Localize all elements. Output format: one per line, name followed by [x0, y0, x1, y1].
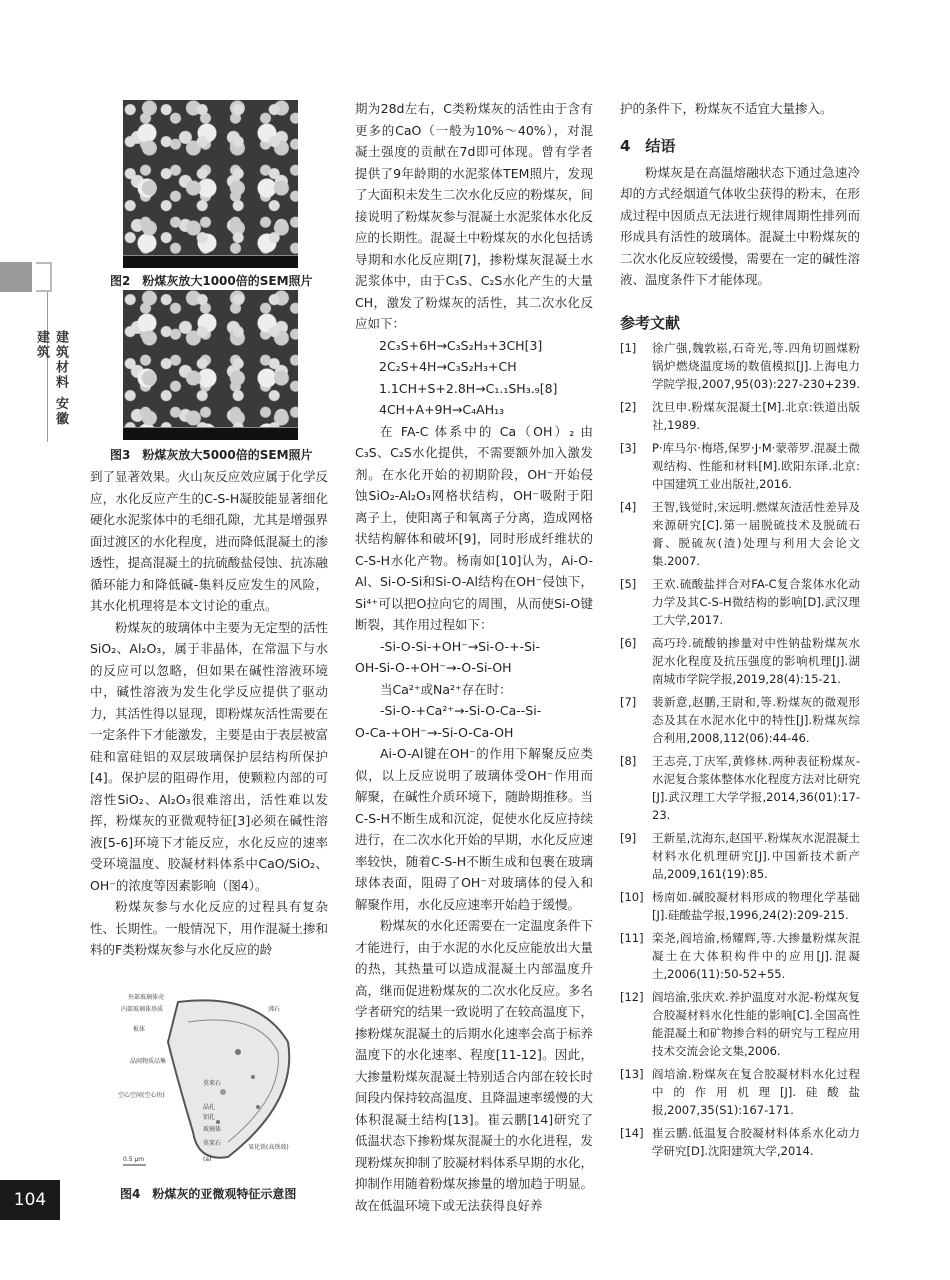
diagram-label: 内部玻璃体基质 [121, 1006, 164, 1013]
fly-ash-diagram [118, 982, 303, 1172]
sem-image-5000x [123, 290, 298, 440]
reference-item: [9] 王新星,沈海东,赵国平.粉煤灰水泥混凝土材料水化机理研究[J].中国新技术新产品,2009,161(19):85. [620, 830, 860, 881]
diagram-label: 玻璃体 [203, 1126, 222, 1133]
column-1 [90, 466, 328, 961]
reference-item: [12] 阎培渝,张庆欢.养护温度对水泥-粉煤灰复合胶凝材料水化性能的影响[C].全国高性能混凝土和矿物掺合料的研究与工程应用技术交流会论文集,2006. [620, 989, 860, 1058]
reference-list [620, 339, 860, 1160]
fig3-caption: 图3 粉煤灰放大5000倍的SEM照片 [110, 448, 313, 462]
reference-item: [14] 崔云鹏.低温复合胶凝材料体系水化动力学研究[D].沈阳建筑大学,2014. [620, 1125, 860, 1158]
reference-item: [3] P·库马尔·梅塔,保罗·J·M·蒙蒂罗.混凝土微观结构、性能和材料[M].欧阳东译.北京:中国建筑工业出版社,2016. [620, 440, 860, 491]
reference-item: [13] 阎培渝.粉煤灰在复合胶凝材料水化过程中的作用机理[J].硅酸盐报,2007,35(S1):167-171. [620, 1066, 860, 1117]
reference-item: [1] 徐广强,魏敦崧,石奇光,等.四角切圆煤粉锅炉燃烧温度场的数值模拟[J].上海电力学院学报,2007,95(03):227-230+239. [620, 340, 860, 391]
fig2-caption: 图2 粉煤灰放大1000倍的SEM照片 [110, 274, 313, 288]
diagram-label: 空心空间(空心块) [118, 1092, 165, 1099]
reference-item: [10] 杨南如.碱胶凝材料形成的物理化学基础[J].硅酸盐学报,1996,24(2):209-215. [620, 889, 860, 922]
equation: -Si-O-+Ca²⁺→-Si-O-Ca--Si- [380, 703, 542, 718]
section-mark [0, 262, 32, 292]
equation: OH-Si-O-+OH⁻→-O-Si-OH [355, 660, 512, 675]
reference-item: [8] 王志亮,丁庆军,黄修林.两种表征粉煤灰-水泥复合浆体整体水化程度方法对比研究[J].武汉理工大学学报,2014,36(01):17-23. [620, 753, 860, 822]
paragraph: 粉煤灰的水化还需要在一定温度条件下才能进行，由于水泥的水化反应能放出大量的热，其热量可以造成混凝土内部温度升高，继而促进粉煤灰的二次水化反应。多名学者研究的结果一致说明了在较高温度下，掺粉煤灰混凝土的后期水化速率会高于标养温度下的水化速率、程度[11-12]。因此，大掺量粉煤灰混凝土特别适合内部在较长时间段内保持较高温度、且降温速率缓慢的大体积混凝土结构[13]。崔云鹏[14]研究了低温状态下掺粉煤灰混凝土的水化进程，发现粉煤灰抑制了胶凝材料体系早期的水化，抑制作用随着粉煤灰掺量的增加趋于明显。故在低温环境下或无法获得良好养 [355, 918, 593, 1213]
column-3 [620, 98, 860, 1165]
paragraph: Ai-O-Al键在OH⁻的作用下解聚反应类似，以上反应说明了玻璃体受OH⁻作用而解聚，在碱性介质环境下，随龄期推移。当C-S-H不断生成和沉淀，促使水化反应持续进行，在二次水化开始的早期，水化反应速率较快，随着C-S-H不断生成和包裹在玻璃球体表面，阻碍了OH⁻对玻璃体的侵入和解聚作用，水化反应速率开始趋于缓慢。 [355, 746, 593, 912]
paragraph: 粉煤灰是在高温熔融状态下通过急速冷却的方式经烟道气体收尘获得的粉末，在形成过程中因质点无法进行规律周期性排列而形成具有活性的玻璃体。混凝土中粉煤灰的二次水化反应较缓慢，需要在一定的碱性溶液、温度条件下才能体现。 [620, 164, 860, 287]
section-heading: 4 结语 [620, 136, 676, 155]
journal-section-label: 建筑材料 安徽建筑 [34, 330, 68, 427]
diagram-label: 板体 [133, 1026, 146, 1033]
sem-image-1000x [123, 100, 298, 268]
equation: O-Ca-+OH⁻→-Si-O-Ca-OH [355, 724, 514, 740]
paragraph: 期为28d左右，C类粉煤灰的活性由于含有更多的CaO（一般为10%～40%），对混凝土强度的贡献在7d即可体现。曾有学者提供了9年龄期的水泥浆体TEM照片，发现了大面积未发生二次水化反应的粉煤灰，间接说明了粉煤灰参与混凝土水泥浆体水化反应的长期性。混凝土中粉煤灰的水化包括诱导期和水化反应期[7]，掺粉煤灰混凝土水泥浆体中，由于C₃S、C₂S水化产生的大量CH，激发了粉煤灰的活性，其二次水化反应如下： [355, 101, 593, 331]
equation: 1.1CH+S+2.8H→C₁.₁SH₃.₉[8] [379, 380, 558, 396]
reference-item: [6] 高巧玲.硫酸钠掺量对中性钠盐粉煤灰水泥水化程度及抗压强度的影响机理[J].湖南城市学院学报,2019,28(4):15-21. [620, 635, 860, 686]
paragraph: 在 FA-C 体系中的 Ca（OH）₂ 由C₃S、C₂S水化提供，不需要额外加入激发剂。在水化开始的初期阶段，OH⁻开始侵蚀SiO₂-Al₂O₃网格状结构，OH⁻吸附于阳离子上，使阳离子和氧离子分离，造成网格状结构解体和破坏[9]，同时形成纤维状的C-S-H水化产物。杨南如[10]认为，Ai-O-Al、Si-O-Si和Si-O-Al结构在OH⁻侵蚀下，Si⁴⁺可以把O拉向它的周围，从而使Si-O键断裂，其作用过程如下： [355, 423, 593, 632]
column-2 [355, 98, 593, 1216]
reference-item: [11] 栾尧,阎培渝,杨耀辉,等.大掺量粉煤灰混凝土在大体积构件中的应用[J].混凝土,2006(11):50-52+55. [620, 930, 860, 981]
diagram-label: 莫来石 [203, 1080, 222, 1087]
equation: 2C₃S+6H→C₃S₂H₃+3CH[3] [379, 337, 543, 353]
diagram-labels [118, 982, 303, 1172]
fig4-caption: 图4 粉煤灰的亚微观特征示意图 [120, 1187, 297, 1201]
equation: 4CH+A+9H→C₄AH₁₃ [379, 402, 505, 417]
diagram-label: 0.5 μm [123, 1156, 145, 1163]
diagram-label: 晶间物质品集 [130, 1058, 167, 1065]
reference-item: [2] 沈旦申.粉煤灰混凝土[M].北京:铁道出版社,1989. [620, 399, 860, 432]
diagram-label: 氧化铁(高铁玻) [248, 1144, 289, 1151]
diagram-label: 晶孔 [203, 1104, 216, 1111]
paragraph: 到了显著效果。火山灰反应效应属于化学反应，水化反应产生的C-S-H凝胶能显著细化硬化水泥浆体中的毛细孔隙，尤其是增强界面过渡区的水化程度，进而降低混凝土的渗透性，提高混凝土的抗硫酸盐侵蚀、抗冻融循环能力和降低碱-集料反应发生的风险，其水化机理将是本文讨论的重点。 [90, 469, 328, 613]
equation: 2C₂S+4H→C₃S₂H₃+CH [379, 359, 517, 374]
paragraph: 当Ca²⁺或Na²⁺存在时： [380, 681, 512, 697]
diagram-label: 铝孔 [203, 1114, 216, 1121]
equation: -Si-O-Si-+OH⁻→Si-O-+-Si- [380, 638, 541, 654]
diagram-label: (a) [203, 1156, 212, 1163]
diagram-label: 莫来石 [203, 1140, 222, 1147]
reference-item: [7] 裴新意,赵鹏,王尉和,等.粉煤灰的微观形态及其在水泥水化中的特性[J].粉煤灰综合利用,2008,112(06):44-46. [620, 694, 860, 745]
paragraph: 粉煤灰的玻璃体中主要为无定型的活性SiO₂、Al₂O₃，属于非晶体，在常温下与水的反应可以忽略，但如果在碱性溶液环境中，碱性溶液为发生化学反应提供了驱动力，其活性得以显现，即粉煤灰活性需要在一定条件下才能激发，主要是由于表层被富硅和富硅铝的双层玻璃保护层结构所保护[4]。保护层的阻碍作用，使颗粒内部的可溶性SiO₂、Al₂O₃很难溶出，活性难以发挥，粉煤灰的亚微观特征[3]必须在碱性溶液[5-6]环境下才能反应，水化反应的速率受环境温度、胶凝材料体系中CaO/SiO₂、OH⁻的浓度等因素影响（图4）。 [90, 619, 328, 893]
diagram-label: 沸石 [268, 1006, 281, 1013]
page-number: 104 [0, 1180, 60, 1220]
diagram-label: 外部玻璃体壳 [128, 994, 165, 1001]
reference-item: [5] 王欢.硫酸盐拌合对FA-C复合浆体水化动力学及其C-S-H微结构的影响[D].武汉理工大学,2017. [620, 576, 860, 627]
paragraph: 粉煤灰参与水化反应的过程具有复杂性、长期性。一般情况下，用作混凝土掺和料的F类粉煤灰参与水化反应的龄 [90, 899, 328, 957]
paragraph: 护的条件下，粉煤灰不适宜大量掺入。 [620, 101, 833, 116]
reference-item: [4] 王智,钱觉时,宋远明.燃煤灰渣活性差异及来源研究[C].第一届脱硫技术及脱硫石膏、脱硫灰(渣)处理与利用大会论文集.2007. [620, 499, 860, 568]
references-heading: 参考文献 [620, 313, 681, 332]
